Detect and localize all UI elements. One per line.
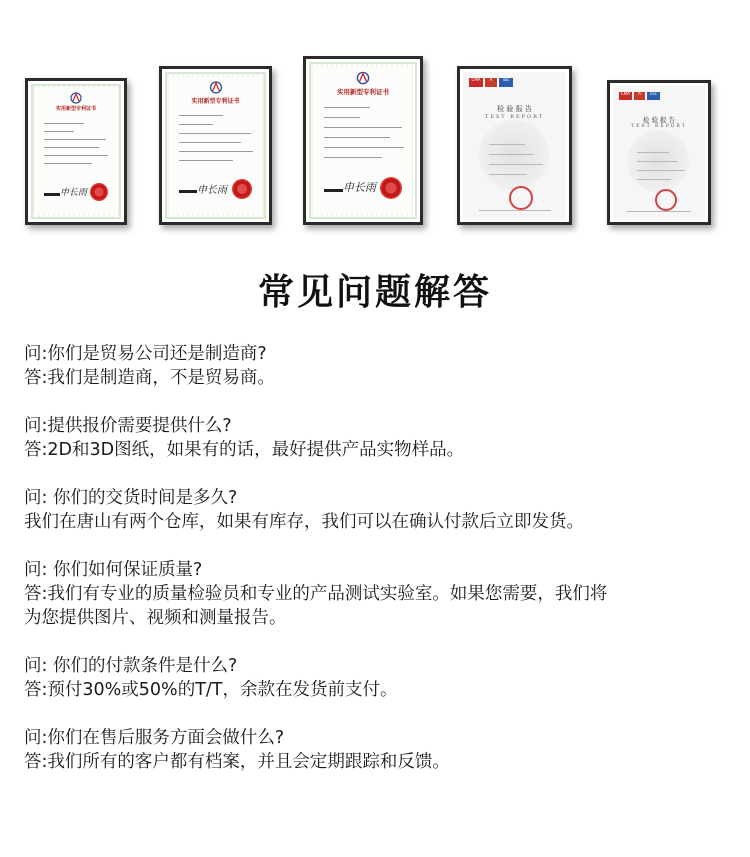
- certificates-strip: [0, 0, 750, 240]
- faq-answer: 我们在唐山有两个仓库，如果有库存，我们可以在确认付款后立即发货。: [24, 512, 584, 532]
- certificate-frame: [25, 78, 127, 225]
- lab-logo-icon: ilac: [647, 92, 660, 100]
- faq-item: [24, 486, 730, 534]
- official-seal: [90, 183, 108, 201]
- signature-mark: 申长雨: [60, 188, 88, 198]
- faq-answer: 答:2D和3D图纸，如果有的话，最好提供产品实物样品。: [24, 440, 465, 460]
- report-title: 检 验 报 告: [497, 105, 532, 113]
- cma-logo-icon: CMA: [619, 92, 632, 100]
- faq-question: 问: 你们的交货时间是多久?: [24, 488, 238, 508]
- faq-answer: 答:预付30%或50%的T/T，余款在发货前支付。: [24, 680, 398, 700]
- certificate-title: 实用新型专利证书: [337, 88, 389, 96]
- signature-mark: 申长雨: [343, 181, 376, 194]
- faq-item: [24, 414, 730, 462]
- faq-item: [24, 342, 730, 390]
- official-seal: [509, 186, 533, 210]
- faq-answer: 答:我们有专业的质量检验员和专业的产品测试实验室。如果您需要，我们将: [24, 584, 608, 604]
- signature-mark: 申长雨: [197, 185, 227, 196]
- faq-item: [24, 654, 730, 702]
- lab-logo-icon: ilac: [499, 78, 513, 87]
- report-subtitle: TEST REPORT: [484, 114, 545, 120]
- faq-answer: 答:我们是制造商，不是贸易商。: [24, 368, 275, 388]
- faq-question: 问: 你们的付款条件是什么?: [24, 656, 238, 676]
- faq-item: [24, 558, 730, 630]
- cma-logo-icon: CMA: [469, 78, 483, 87]
- accreditation-logo-icon: A: [485, 78, 497, 87]
- report-subtitle: TEST REPORT: [631, 124, 687, 129]
- faq-answer: 为您提供图片、视频和测量报告。: [24, 608, 287, 628]
- certificate-frame: [607, 80, 711, 225]
- patent-emblem-icon: [207, 81, 225, 94]
- certificate-frame: [159, 66, 272, 225]
- faq-question: 问:你们是贸易公司还是制造商?: [24, 344, 267, 364]
- certificate-frame: [457, 66, 572, 225]
- certificate-title: 实用新型专利证书: [55, 106, 96, 112]
- patent-emblem-icon: [68, 92, 84, 104]
- faq-item: [24, 726, 730, 774]
- certificate-frame: [303, 56, 423, 225]
- faq-question: 问:你们在售后服务方面会做什么?: [24, 728, 285, 748]
- faq-answer: 答:我们所有的客户都有档案，并且会定期跟踪和反馈。: [24, 752, 450, 772]
- faq-heading: 常见问题解答: [257, 272, 492, 313]
- report-title: 检 验 报 告: [642, 116, 676, 124]
- patent-emblem-icon: [354, 71, 372, 85]
- faq-question: 问:提供报价需要提供什么?: [24, 416, 232, 436]
- certificate-title: 实用新型专利证书: [191, 98, 240, 105]
- official-seal: [232, 179, 252, 199]
- official-seal: [380, 177, 402, 199]
- official-seal: [655, 189, 677, 211]
- accreditation-logo-icon: A: [634, 92, 645, 100]
- faq-question: 问: 你们如何保证质量?: [24, 560, 203, 580]
- faq-list: [24, 342, 730, 774]
